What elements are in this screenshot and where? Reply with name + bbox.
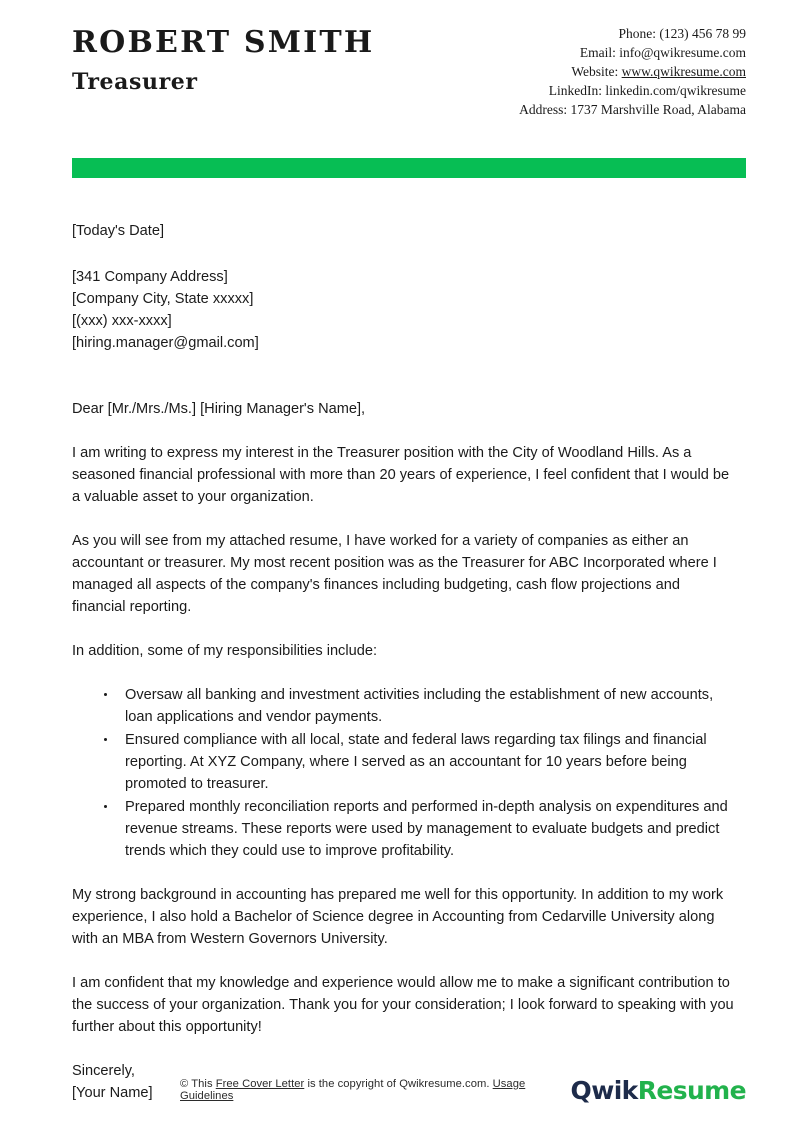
qwikresume-logo[interactable]	[570, 1075, 746, 1105]
spacer	[72, 376, 734, 398]
recipient-city-line: [Company City, State xxxxx]	[72, 291, 254, 307]
contact-address-label: Address:	[519, 102, 568, 117]
letter-header	[0, 0, 800, 119]
contact-email-value[interactable]: info@qwikresume.com	[619, 45, 746, 60]
letter-date: [Today's Date]	[72, 223, 165, 239]
logo-text-qwik: Qwik	[570, 1075, 638, 1105]
letter-body	[72, 220, 734, 1104]
list-item: Ensured compliance with all local, state and federal laws regarding tax filings and financial reporting. At XYZ Company, where I served as an accountant for 10 years before being promoted to treasurer.	[125, 729, 734, 795]
contact-email	[519, 43, 746, 62]
contact-address	[519, 100, 746, 119]
paragraph-1: I am writing to express my interest in the Treasurer position with the City of Woodland Hills. As a seasoned financial professional with more than 20 years of experience, I feel confident that I would be a valuable asset to your organization.	[72, 445, 730, 505]
contact-linkedin	[519, 81, 746, 100]
recipient-address-line: [341 Company Address]	[72, 269, 228, 285]
accent-bar	[72, 158, 746, 178]
paragraph-3: My strong background in accounting has prepared me well for this opportunity. In addition to my work experience, I also hold a Bachelor of Science degree in Accounting from Cedarville University along with an MBA from Western Governors University.	[72, 887, 724, 947]
copyright-prefix: © This	[180, 1078, 216, 1090]
signature-name: [Your Name]	[72, 1085, 153, 1101]
list-intro: In addition, some of my responsibilities include:	[72, 643, 378, 659]
list-item: Oversaw all banking and investment activities including the establishment of new accounts, loan applications and vendor payments.	[125, 684, 734, 728]
recipient-phone-line: [(xxx) xxx-xxxx]	[72, 313, 172, 329]
free-cover-letter-link[interactable]: Free Cover Letter	[215, 1078, 305, 1090]
contact-website-link[interactable]: www.qwikresume.com	[621, 64, 746, 79]
responsibilities-list	[72, 684, 734, 862]
page-footer	[0, 1063, 800, 1117]
paragraph-2: As you will see from my attached resume, I have worked for a variety of companies as either an accountant or treasurer. My most recent position was as the Treasurer for ABC Incorporated where I managed all aspects of the company's finances including budgeting, cash flow projections and financial reporting.	[72, 533, 717, 615]
copyright-middle: is the copyright of Qwikresume.com.	[304, 1078, 493, 1090]
contact-address-value: 1737 Marshville Road, Alabama	[570, 102, 746, 117]
contact-phone-value: (123) 456 78 99	[659, 26, 746, 41]
logo-text-resume: Resume	[637, 1075, 746, 1105]
closing-salutation: Sincerely,	[72, 1063, 135, 1079]
contact-phone	[519, 24, 746, 43]
header-identity	[72, 22, 374, 95]
list-item: Prepared monthly reconciliation reports and performed in-depth analysis on expenditures and revenue streams. These reports were used by management to evaluate budgets and predict trends which they could use to improve profitability.	[125, 796, 734, 862]
candidate-name: ROBERT SMITH	[72, 25, 375, 60]
recipient-email-line: [hiring.manager@gmail.com]	[72, 335, 259, 351]
contact-details	[519, 22, 746, 119]
recipient-address-block	[72, 266, 734, 354]
salutation: Dear [Mr./Mrs./Ms.] [Hiring Manager's Name],	[72, 401, 366, 417]
candidate-job-title: Treasurer	[72, 68, 198, 95]
contact-email-label: Email:	[579, 45, 616, 60]
paragraph-4: I am confident that my knowledge and experience would allow me to make a significant contribution to the success of your organization. Thank you for your consideration; I look forward to speaking with you further about this opportunity!	[72, 975, 734, 1035]
copyright-note	[180, 1078, 571, 1102]
contact-website	[519, 62, 746, 81]
contact-phone-label: Phone:	[618, 26, 656, 41]
contact-linkedin-label: LinkedIn:	[548, 83, 603, 98]
contact-website-label: Website:	[571, 64, 619, 79]
usage-guidelines-link[interactable]: Usage Guidelines	[180, 1078, 526, 1102]
contact-linkedin-value[interactable]: linkedin.com/qwikresume	[605, 83, 746, 98]
